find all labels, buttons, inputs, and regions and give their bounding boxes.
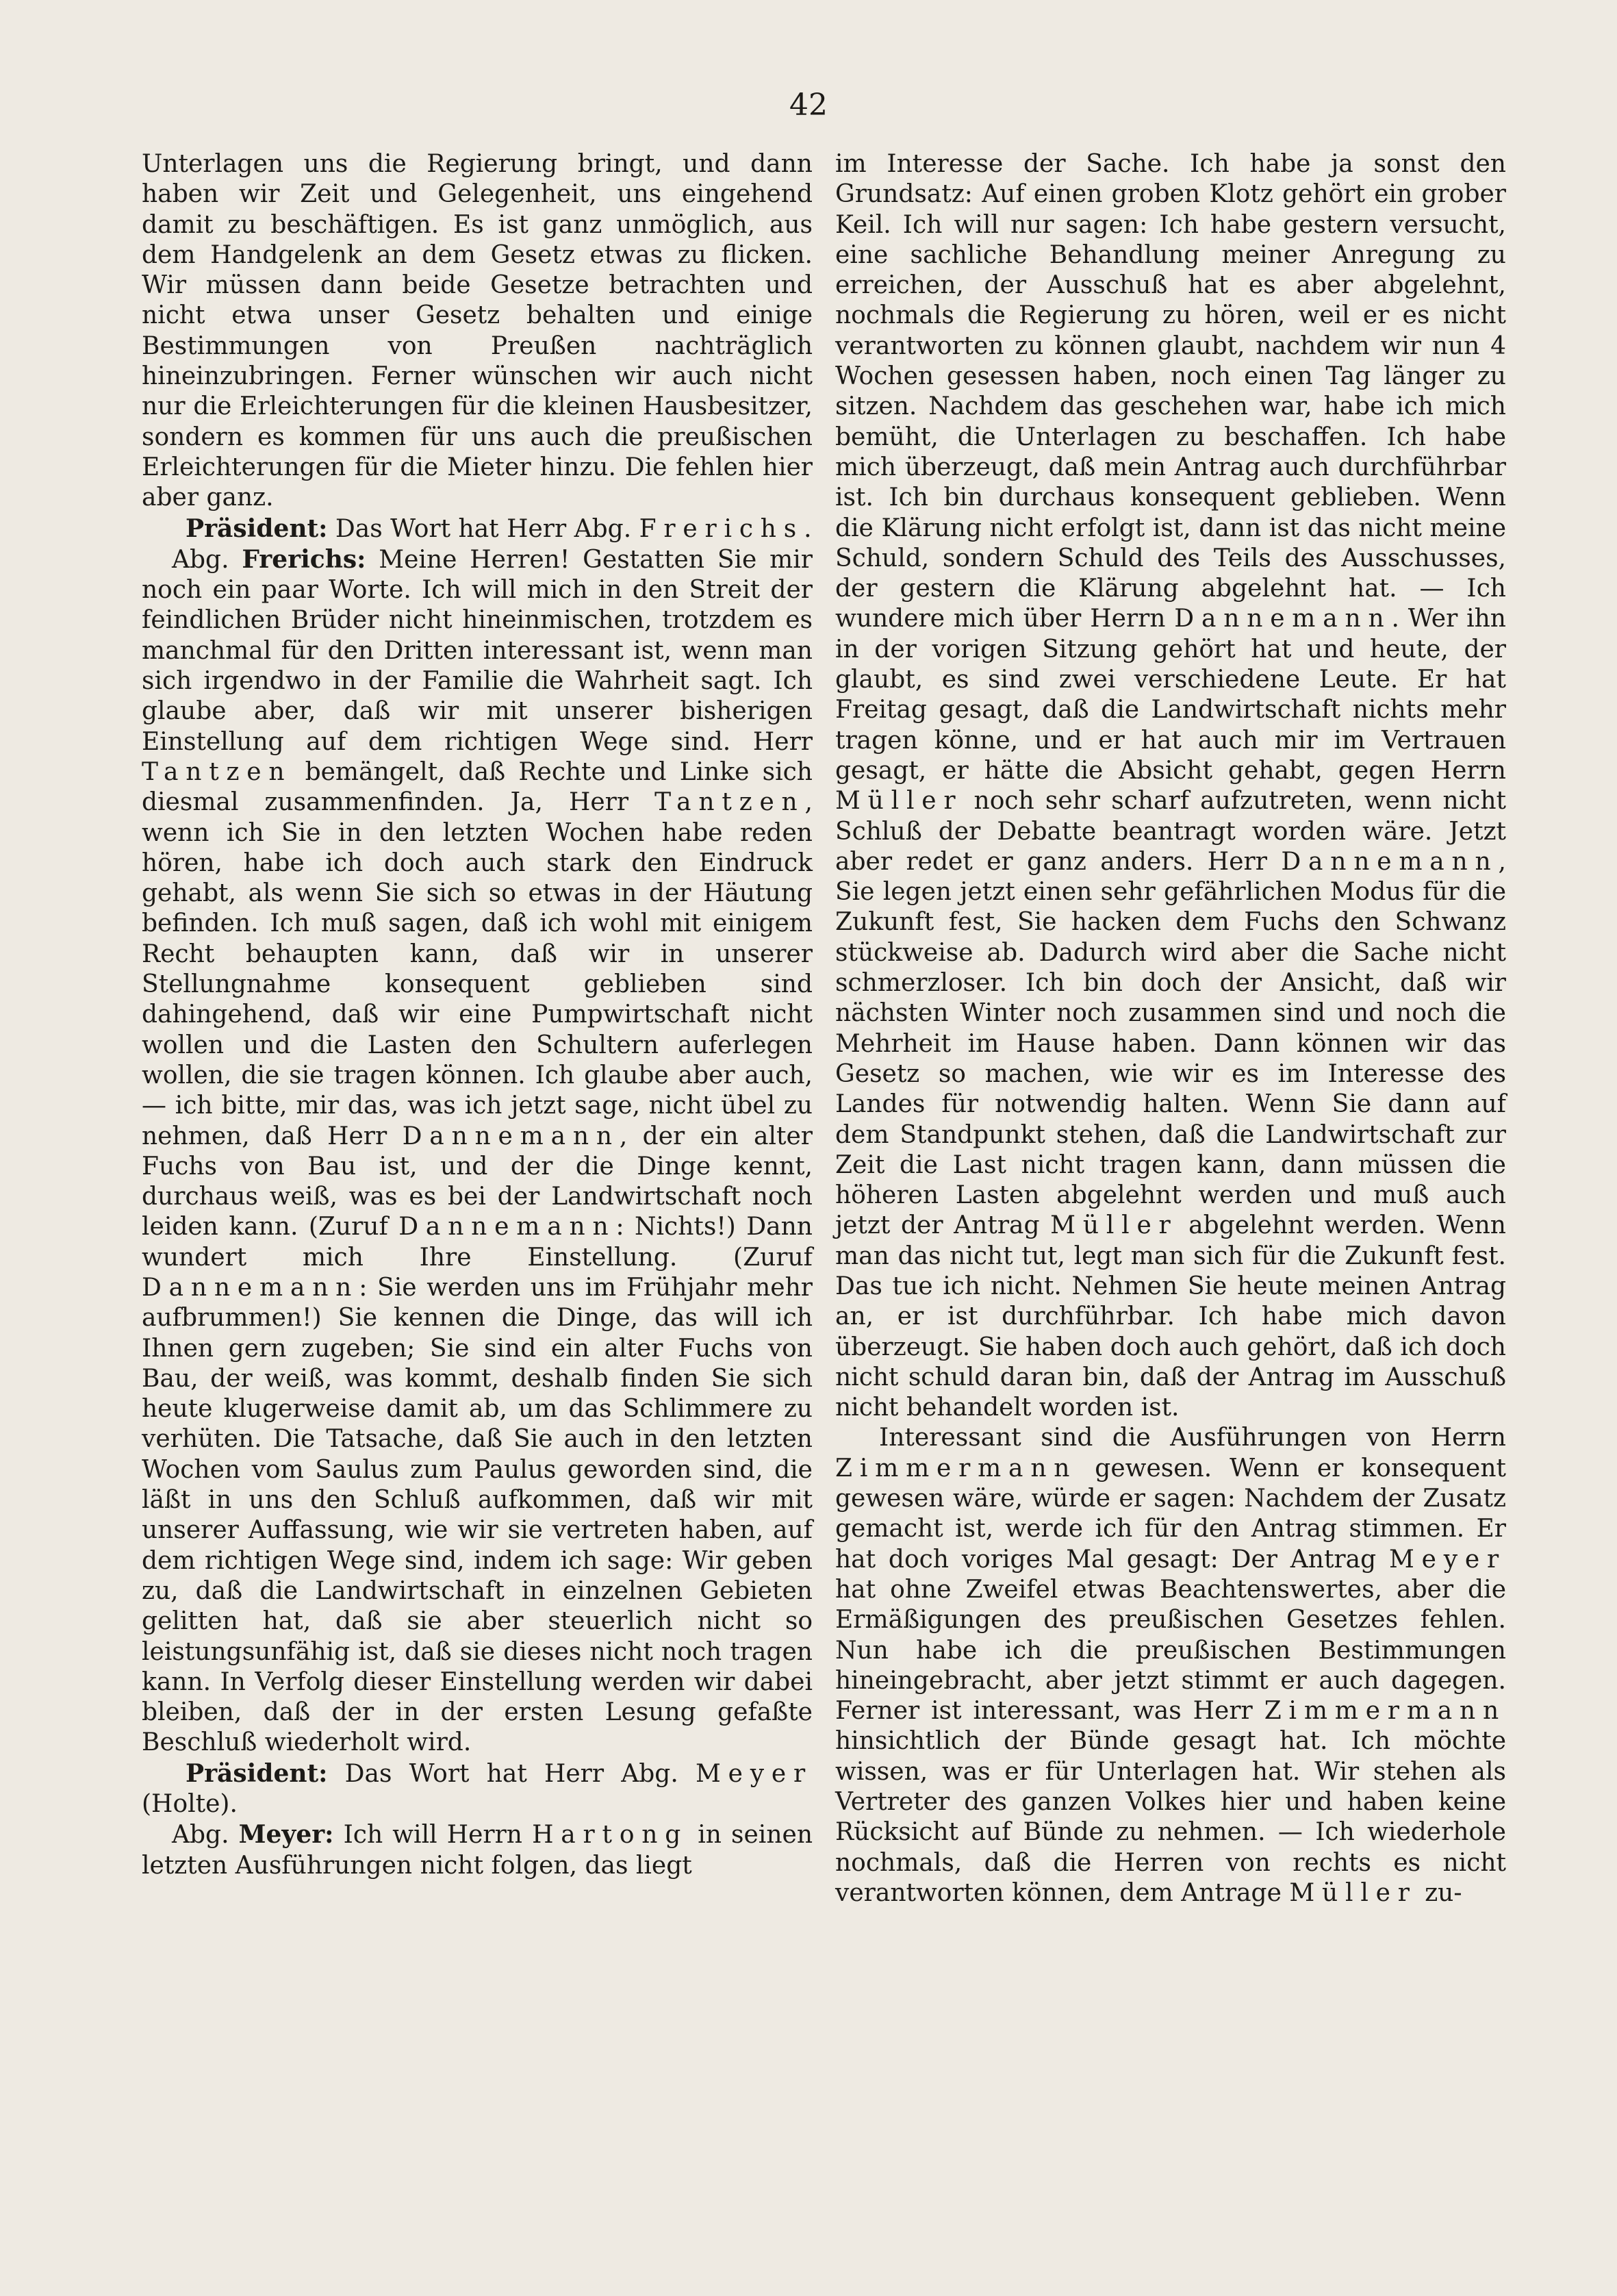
paragraph-text: abgelehnt werden. Wenn man das nicht tut, legt man sich für die Zukunft fest. Das tue ich nicht. Nehmen Sie heute meinen Antrag an, er ist durchführbar. Ich habe mich davon überzeugt. Sie haben doch auch gehört, daß ich doch nicht schuld daran bin, daß der Antrag im Ausschuß nicht behandelt worden ist. (835, 1211, 1506, 1422)
paragraph (142, 544, 813, 1758)
speaker-label: Präsident: (186, 1758, 328, 1788)
paragraph-text: bemängelt, daß Rechte und Linke sich diesmal zusammenfinden. Ja, Herr (142, 757, 813, 817)
person-name: Dannemann (1281, 847, 1499, 876)
speaker-label: Frerichs: (242, 544, 366, 574)
person-name: Tantzen (654, 788, 805, 817)
left-column (142, 149, 813, 1881)
person-name: Hartong (532, 1821, 689, 1850)
paragraph-text: hinsichtlich der Bünde gesagt hat. Ich möchte wissen, was er für Unterlagen hat. Wir stehen als Vertreter des ganzen Volkes hier und haben keine Rücksicht auf Bünde zu nehmen. — Ich wiederhole nochmals, daß die Herren von rechts es nicht verantworten können, dem Antrage (835, 1727, 1506, 1907)
paragraph-text: Interessant sind die Ausführungen von Herrn (879, 1424, 1506, 1452)
person-name: Zimmermann (1264, 1697, 1506, 1726)
paragraph-text: in seinen letzten Ausführungen nicht folgen, das liegt (142, 1821, 813, 1880)
paragraph-text: Unterlagen uns die Regierung bringt, und dann haben wir Zeit und Gelegenheit, uns eingehend damit zu beschäftigen. Es ist ganz unmöglich, aus dem Handgelenk an dem Gesetz etwas zu flicken. Wir müssen dann beide Gesetze betrachten und nicht etwa unser Gesetz behalten und einige Bestimmungen von Preußen nachträglich hineinzubringen. Ferner wünschen wir auch nicht nur die Erleichterungen für die kleinen Hausbesitzer, sondern es kommen für uns auch die preußischen Erleichterungen für die Mieter hinzu. Die fehlen hier aber ganz. (142, 150, 813, 512)
paragraph (835, 1423, 1506, 1908)
paragraph-text: Das Wort hat Herr Abg. (327, 1759, 696, 1788)
paragraph-text: noch sehr scharf aufzutreten, wenn nicht Schluß der Debatte beantragt worden wäre. Jetzt aber redet er ganz anders. Herr (835, 787, 1506, 876)
paragraph-text: Das Wort hat Herr Abg. (327, 514, 639, 543)
paragraph-text: . Wer ihn in der vorigen Sitzung gehört hat und heute, der glaubt, es sind zwei verschiedene Leute. Er hat Freitag gesagt, daß die Landwirtschaft nichts mehr tragen könne, und er hat auch mir im Vertrauen gesagt, er hätte die Absicht gehabt, gegen Herrn (835, 605, 1506, 785)
person-name: Müller (835, 787, 963, 816)
paragraph-text: Abg. (172, 545, 242, 574)
paragraph-text: : Nichts!) Dann wundert mich Ihre Einstellung. (Zuruf (142, 1213, 813, 1272)
paragraph-text: zu- (1416, 1878, 1462, 1907)
speaker-label: Präsident: (186, 514, 328, 543)
paragraph (835, 149, 1506, 1423)
paragraph-text: (Holte). (142, 1790, 238, 1819)
paragraph-text: Ich will Herrn (333, 1821, 533, 1850)
paragraph (142, 1758, 813, 1820)
person-name: Dannemann (1174, 605, 1392, 633)
speaker-name: Meyer (695, 1759, 813, 1788)
person-name: Zimmermann (835, 1454, 1078, 1483)
paragraph-text: Abg. (172, 1821, 239, 1850)
person-name: Müller (1289, 1878, 1417, 1907)
paragraph-text: : Sie werden uns im Frühjahr mehr aufbrummen!) Sie kennen die Dinge, das will ich Ihnen gern zugeben; Sie sind ein alter Fuchs von Bau, der weiß, was kommt, deshalb finden Sie sich heute klugerweise damit ab, um das Schlimmere zu verhüten. Die Tatsache, daß Sie auch in den letzten Wochen vom Saulus zum Paulus geworden sind, die läßt in uns den Schluß aufkommen, daß wir mit unserer Auffassung, wie wir sie vertreten haben, auf dem richtigen Wege sind, indem ich sage: Wir geben zu, daß die Landwirtschaft in einzelnen Gebieten gelitten hat, daß sie aber steuerlich nicht so leistungsunfähig ist, daß sie dieses nicht noch tragen kann. In Verfolg dieser Einstellung werden wir dabei bleiben, daß der in der ersten Lesung gefaßte Beschluß wiederholt wird. (142, 1273, 813, 1757)
person-name: Dannemann (142, 1273, 359, 1302)
paragraph-text: hat ohne Zweifel etwas Beachtenswertes, aber die Ermäßigungen des preußischen Gesetzes fehlen. Nun habe ich die preußischen Bestimmungen hineingebracht, aber jetzt stimmt er auch dagegen. Ferner ist interessant, was Herr (835, 1575, 1506, 1726)
person-name: Dannemann (398, 1213, 616, 1241)
paragraph (142, 514, 813, 544)
page-number: 42 (789, 88, 828, 123)
person-name: Meyer (1388, 1545, 1506, 1574)
paragraph-text: im Interesse der Sache. Ich habe ja sonst den Grundsatz: Auf einen groben Klotz gehört ein grober Keil. Ich will nur sagen: Ich habe gestern versucht, eine sachliche Behandlung meiner Anregung zu erreichen, der Ausschuß hat es aber abgelehnt, nochmals die Regierung zu hören, weil er es nicht verantworten zu können glaubt, nachdem wir nun 4 Wochen gesessen haben, noch einen Tag länger zu sitzen. Nachdem das geschehen war, habe ich mich bemüht, die Unterlagen zu beschaffen. Ich habe mich überzeugt, daß mein Antrag auch durchführbar ist. Ich bin durchaus konsequent geblieben. Wenn die Klärung nicht erfolgt ist, dann ist das nicht meine Schuld, sondern Schuld des Teils des Ausschusses, der gestern die Klärung abgelehnt hat. — Ich wundere mich über Herrn (835, 150, 1506, 633)
speaker-label: Meyer: (238, 1820, 334, 1850)
person-name: Dannemann (402, 1122, 620, 1150)
paragraph-text: . (804, 514, 812, 543)
paragraph-text: , wenn ich Sie in den letzten Wochen habe reden hören, habe ich doch auch stark den Eindruck gehabt, als wenn Sie sich so etwas in der Häutung befinden. Ich muß sagen, daß ich wohl mit einigem Recht behaupten kann, daß wir in unserer Stellungnahme konsequent geblieben sind dahingehend, daß wir eine Pumpwirtschaft nicht wollen und die Lasten den Schultern auferlegen wollen, die sie tragen können. Ich glaube aber auch, — ich bitte, mir das, was ich jetzt sage, nicht übel zu nehmen, daß Herr (142, 788, 813, 1150)
paragraph-text: , Sie legen jetzt einen sehr gefährlichen Modus für die Zukunft fest, Sie hacken dem Fuchs den Schwanz stückweise ab. Dadurch wird aber die Sache nicht schmerzloser. Ich bin doch der Ansicht, daß wir nächsten Winter noch zusammen sind und noch die Mehrheit im Hause haben. Dann können wir das Gesetz so machen, wie wir es im Interesse des Landes für notwendig halten. Wenn Sie dann auf dem Standpunkt stehen, daß die Landwirtschaft zur Zeit die Last nicht tragen kann, dann müssen die höheren Lasten abgelehnt werden und muß auch jetzt der Antrag (835, 847, 1506, 1240)
person-name: Tantzen (142, 757, 292, 786)
speaker-name: Frerichs (639, 514, 804, 543)
paragraph (142, 149, 813, 514)
paragraph (142, 1819, 813, 1881)
person-name: Müller (1050, 1211, 1178, 1240)
paragraph-text: Meine Herren! Gestatten Sie mir noch ein paar Worte. Ich will mich in den Streit der feindlichen Brüder nicht hineinmischen, trotzdem es manchmal für den Dritten interessant ist, wenn man sich irgendwo in der Familie die Wahrheit sagt. Ich glaube aber, daß wir mit unserer bisherigen Einstellung auf dem richtigen Wege sind. Herr (142, 545, 813, 756)
right-column (835, 149, 1506, 1908)
paragraph-text: gewesen. Wenn er konsequent gewesen wäre, würde er sagen: Nachdem der Zusatz gemacht ist, werde ich für den Antrag stimmen. Er hat doch voriges Mal gesagt: Der Antrag (835, 1454, 1506, 1574)
paragraph-text: , der ein alter Fuchs von Bau ist, und der die Dinge kennt, durchaus weiß, was es bei der Landwirtschaft noch leiden kann. (Zuruf (142, 1122, 813, 1241)
